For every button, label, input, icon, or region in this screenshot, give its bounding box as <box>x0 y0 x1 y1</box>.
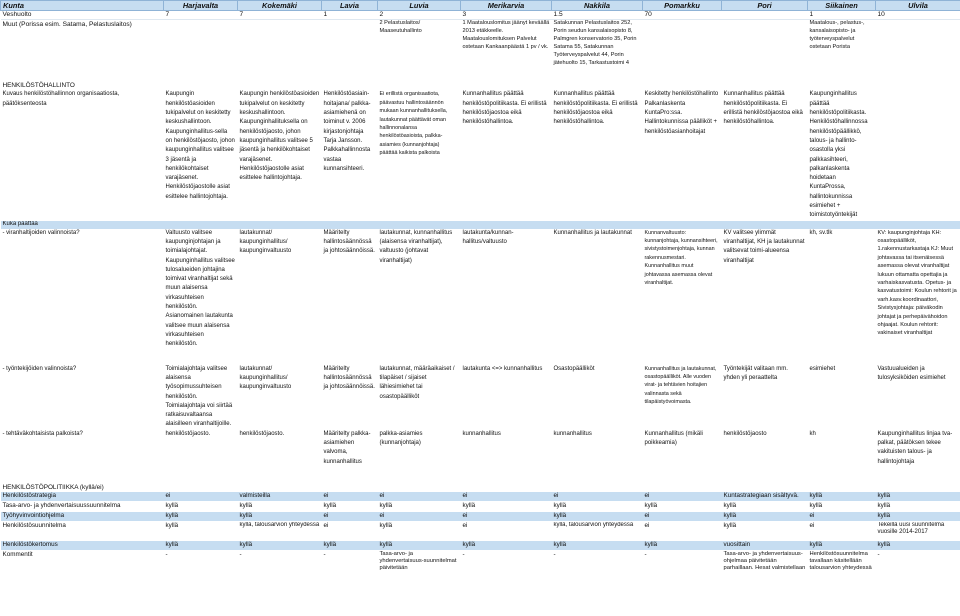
table-cell: kyllä <box>876 492 960 502</box>
table-cell: kyllä <box>808 501 876 511</box>
table-cell: 7 <box>164 11 238 20</box>
col-header: Lavia <box>322 1 378 11</box>
table-cell: ei <box>808 521 876 540</box>
table-cell: Satakunnan Pelastuslaitos 252, Porin seudun kansalaisopisto 8, Palmgren konservatorio 35, Porin Satama 55, Satakunnan Työterveyspalvelut 44, Porin jätehuolto 15, Tarkastustoimi 4 <box>553 20 637 66</box>
policy-row <box>1 540 960 550</box>
table-cell: - <box>164 550 238 591</box>
table-row-vesihuolto <box>1 11 960 20</box>
table-cell: Henkilöstösuunnitelma tavallaan käsitellään talousarvion yhteydessä <box>808 550 876 591</box>
table-cell: ei <box>322 492 378 502</box>
table-cell: palkka-asiamies (kunnanjohtaja) <box>379 430 423 447</box>
table-cell: Kunnanvaltuusto: kunnanjohtaja, kunnansihteeri, sivistystoimenjohtaja, kunnan rakennusmestari. Kunnanhallitus muut johtavassa asemassa olevat viranhaltijat. <box>644 229 718 286</box>
table-cell: kyllä <box>164 511 238 521</box>
table-cell: 3 <box>461 11 552 20</box>
table-cell: Määritelty palkka-asiamiehen valvoma, kunnanhallitus <box>323 430 371 465</box>
section-title: HENKILÖSTÖPOLITIIKKA (kyllä/ei) <box>2 483 104 491</box>
table-cell: Keskitetty henkilöstöhallinto Palkanlaskenta KuntaPro:ssa. Hallintokunnissa päälliköt + henkilöstöasianhoitajat <box>644 91 719 135</box>
table-cell: kyllä <box>164 540 238 550</box>
table-cell: kyllä <box>876 511 960 521</box>
table-cell: kyllä <box>378 540 461 550</box>
table-cell: kyllä <box>378 521 461 540</box>
table-cell: 1 <box>808 11 876 20</box>
section-title: HENKILÖSTÖHALLINTO <box>2 82 75 90</box>
table-cell: Maatalous-, pelastus-, kansalaisopisto- ja työterveyspalvelut ostetaan Porista <box>809 20 865 50</box>
table-cell: kh, sv.tlk <box>809 229 833 236</box>
table-cell: Kunnanhallitus ja lautakunnat, osastopäälliköt. Alle vuoden virat- ja tehtävien hoitajien valinnasta sekä tilapäistyövoimasta. <box>644 365 717 406</box>
table-cell: - <box>322 550 378 591</box>
table-cell: kyllä <box>722 521 808 540</box>
table-cell: kh <box>809 430 816 437</box>
table-cell: ei <box>378 492 461 502</box>
table-cell: Kaupungin henkilöstöasioiden tukipalvelut on keskitetty keskushallintoon. Kaupunginhallitus-sella on henkilöstöjaosto, johon kaupunginhallitus valitsee 3 jäsentä ja henkilökohtaiset varajäsenet. Henkilöstöjaostolle asiat esittelee hallintojohtaja. <box>165 91 235 200</box>
section-heading-row <box>1 76 960 90</box>
table-cell: Kuntastrategiaan sisältyvä. <box>722 492 808 502</box>
section-heading-row <box>1 480 960 492</box>
table-cell: vuosittain <box>722 540 808 550</box>
table-cell <box>164 20 238 77</box>
table-cell: - <box>461 550 552 591</box>
table-cell: kunnanhallitus <box>462 430 501 437</box>
table-cell: kyllä <box>808 540 876 550</box>
table-row-tyontekijat <box>1 365 960 430</box>
table-cell: kyllä <box>322 540 378 550</box>
table-cell: 7 <box>238 11 322 20</box>
table-cell: Ei erillistä organisaatiota, päävastuu hallintosäännön mukaan kunnanhallituksella, lautakunnat päättävät oman hallinnonalansa henkilöstöasioista, palkka-asiamies (kunnanjohtaja) päättää kaikista palkoista <box>379 91 448 157</box>
table-cell: henkilöstöjaosto. <box>165 430 211 437</box>
table-cell: Henkilöstöstrategia <box>1 492 164 502</box>
table-cell: - viranhaltijoiden valinnoista? <box>2 229 80 236</box>
policy-row <box>1 492 960 502</box>
table-cell: Kaupungin henkilöstöasioiden tukipalvelut on keskitetty keskushallintoon. Kaupunginhallituksella on henkilöstöjaosto, johon kaupunginhallitus valitsee 5 jäsentä ja henkilökohtaiset varajäsenet. Henkilöstöjaostolle asiat esittelee hallintojohtaja. <box>239 91 320 182</box>
table-cell: 1 Maatalouslomitus jäänyt keväällä 2013 etäkkeelle. Maatalouslomituksen Palvelut ostetaan Kankaanpäästä 1 pv / vk. <box>462 20 550 50</box>
table-cell: lautakunnat/ kaupunginhallitus/ kaupunginvaltuusto <box>239 229 292 255</box>
table-cell: 1 <box>322 11 378 20</box>
table-cell: henkilöstöjaosto <box>723 430 767 437</box>
col-header: Harjavalta <box>164 1 238 11</box>
table-cell: kyllä, talousarvion yhteydessä <box>552 521 643 540</box>
table-cell: - <box>552 550 643 591</box>
table-cell: Määritelty hallintosäännössä ja johtosäännöissä. <box>323 229 375 255</box>
table-cell: - tehtäväkohtaisista palkoista? <box>2 430 83 437</box>
table-cell: lautakunnat/ kaupunginhallitus/ kaupunginvaltuusto <box>239 365 292 391</box>
table-cell: valmisteilla <box>238 492 322 502</box>
table-cell: Kunnanhallitus (mikäli poikkeamia) <box>644 430 703 447</box>
table-cell: ei <box>552 492 643 502</box>
table-cell: ei <box>643 521 722 540</box>
table-cell: - <box>238 550 322 591</box>
table-cell: kyllä <box>164 521 238 540</box>
table-cell <box>722 11 808 20</box>
table-cell: Tasa-arvo- ja yhdenvertaisuussuunnitelma <box>1 501 164 511</box>
table-cell: KV valitsee ylimmät viranhaltijat, KH ja lautakunnat valitsevat toimi-alueensa viranhaltijat <box>723 229 805 264</box>
table-cell: kyllä <box>378 501 461 511</box>
policy-row <box>1 521 960 540</box>
table-cell <box>876 90 960 220</box>
table-row-tehtavakohtaiset <box>1 430 960 480</box>
table-cell: Kunnanhallitus päättää henkilöstöpolitiikasta. Ei erillistä henkilöstöjaostoa eikä henkilöstöhallintoa. <box>723 91 803 126</box>
table-cell: Tasa-arvo- ja yhdenvertaisuus-suunnitelmat päivitetään <box>378 550 461 591</box>
col-header: Siikainen <box>808 1 876 11</box>
table-cell: kyllä <box>643 540 722 550</box>
table-cell: kyllä <box>164 501 238 511</box>
table-cell <box>722 20 808 77</box>
col-header: Luvia <box>378 1 461 11</box>
table-cell: ei <box>461 511 552 521</box>
table-cell: lautakunnat, kunnanhallitus (alaisensa viranhaltijat), valtuusto (johtavat viranhaltijat) <box>379 229 453 264</box>
table-cell: ei <box>322 511 378 521</box>
table-cell: Kunnanhallitus päättää henkilöstöpolitiikasta. Ei erillistä henkilöstöjaostoa eikä henkilöstöhallintoa. <box>553 91 638 126</box>
table-cell: Kuvaus henkilöstöhallinnon organisaatiosta, päätöksenteosta <box>2 91 120 107</box>
table-cell: kyllä <box>552 511 643 521</box>
table-cell: kunnanhallitus <box>553 430 592 437</box>
table-cell: kyllä, talousarvion yhteydessä <box>238 521 322 540</box>
col-header: Ulvila <box>876 1 960 11</box>
table-cell: lautakunta <=> kunnanhallitus <box>462 365 543 372</box>
table-cell: henkilöstöjaosto. <box>239 430 285 437</box>
table-cell: kyllä <box>876 540 960 550</box>
table-cell: kyllä <box>808 492 876 502</box>
table-cell <box>643 20 722 77</box>
table-cell: Kaupunginhallitus päättää henkilöstöpolitiikasta. Henkilöstöhallinnossa henkilöstöpäällikkö, talous- ja hallinto-osastolla yksi palkkasihteeri, palkanlaskenta hoidetaan KuntaProssa, hallintokunnissa esimiehet + toimistotyöntekijät <box>809 91 868 219</box>
table-cell: kyllä <box>552 540 643 550</box>
table-cell: Kunnanhallitus ja lautakunnat <box>553 229 632 236</box>
table-cell: Veshuolto <box>1 11 164 20</box>
table-cell: - <box>876 550 960 591</box>
col-header: Pori <box>722 1 808 11</box>
table-cell: Henkilöstösuunnitelma <box>1 521 164 540</box>
table-row-viranhaltijat <box>1 229 960 365</box>
table-cell: Valtuusto valitsee kaupunginjohtajan ja toimialajohtajat. Kaupunginhallitus valitsee tulosalueiden johtajina toimivat viranhaltijat sekä muun alaisensa virkasuhteisen henkilöstön. Asianomainen lautakunta valitsee muun alaisensa virkasuhteisen henkilöstön. <box>165 229 235 348</box>
table-cell: kyllä <box>552 501 643 511</box>
col-header: Merikarvia <box>461 1 552 11</box>
table-cell: kyllä <box>876 501 960 511</box>
table-cell: Vastuualueiden ja tulosyksiköiden esimiehet <box>877 365 946 381</box>
table-cell: ei <box>643 492 722 502</box>
table-cell: Työntekijät valitaan mm. yhden yli pe​raattelta <box>723 365 788 381</box>
policy-row <box>1 511 960 521</box>
table-cell: 2 Pelastuslaitos/ Maaseutuhallinto <box>379 20 422 35</box>
table-cell: Henkilöstökertomus <box>1 540 164 550</box>
table-cell: 70 <box>643 11 722 20</box>
subheading: Kuka päättää <box>1 221 960 229</box>
table-cell: kyllä <box>722 511 808 521</box>
table-cell: ei <box>461 521 552 540</box>
col-header: Nakkila <box>552 1 643 11</box>
table-cell: Henkilöstöasiain-hoitajana/ palkka-asiamiehenä on toiminut v. 2006 kirjastonjohtaja Tarja Jansson. Palkkahallinnosta vastaa kunnansihteeri. <box>323 91 371 172</box>
table-cell: KV: kaupunginjohtaja KH: osastopäälliköt, 1.rakennustarkastaja KJ: Muut johtavassa tai itsenäisessä asemassa olevat viranhaltijat lukuun ottamatta opettajia ja varhaiskasvatusta. Opetus- ja kasvatustoimi: Koulun rehtorit ja varh.kasv.koordinaattori, Sivistysjohtaja: päiväkodin johtajat ja perhepäivähoidon ohjaajat. Koulun rehtorit: vakinaiset viranhaltijat <box>877 229 957 337</box>
table-cell <box>322 20 378 77</box>
table-cell: Tekeillä uusi suunnitelma vuosille 2014-2017 <box>876 521 960 540</box>
table-cell: kyllä <box>322 501 378 511</box>
table-cell <box>238 20 322 77</box>
col-header: Kokemäki <box>238 1 322 11</box>
table-cell: ei <box>378 511 461 521</box>
table-row-kuvaus <box>1 90 960 220</box>
table-cell: Muut (Porissa esim. Satama, Pelastuslaitos) <box>2 21 132 29</box>
header-row <box>1 1 960 11</box>
table-cell: lautakunnat, määräaikaiset / tilapäiset / sijaiset lähiesimiehet tai osastopäälliköt <box>379 365 455 400</box>
policy-row <box>1 550 960 591</box>
table-cell: kyllä <box>238 501 322 511</box>
table-cell: 10 <box>876 11 960 20</box>
table-cell: Toimialajohtaja valitsee alaisensa työsopimussuhteisen henkilöstön. Toimialajohtaja voi siirtää ratkaisuvaltaansa alaisilleen viranhaltijoille. <box>165 365 233 428</box>
table-cell: esimiehet <box>809 365 836 372</box>
policy-row <box>1 501 960 511</box>
table-cell: Kaupunginhallitus linjaa tva-palkat, päätöksen tekee vakituisten talous- ja hallintojohtaja <box>877 430 953 465</box>
table-cell: ei <box>461 492 552 502</box>
table-cell <box>876 20 960 77</box>
table-cell: Kommentit <box>1 550 164 591</box>
table-cell: Määritelty hallintosäännössä ja johtosäännöissä. <box>323 365 375 391</box>
table-cell: Osastopäälliköt <box>553 365 595 372</box>
col-header: Kunta <box>1 1 164 11</box>
col-header: Pomarkku <box>643 1 722 11</box>
table-row-muut <box>1 20 960 77</box>
table-cell: kyllä <box>643 501 722 511</box>
table-cell: ei <box>808 511 876 521</box>
table-cell: kyllä <box>461 540 552 550</box>
table-cell: kyllä <box>722 501 808 511</box>
table-cell: 2 <box>378 11 461 20</box>
table-cell: Tasa-arvo- ja yhdenvertaisuus-ohjelmaa päivitetään parhaillaan. Hesat valmistellaan <box>722 550 808 591</box>
table-cell: ei <box>322 521 378 540</box>
table-cell: ei <box>164 492 238 502</box>
table-cell: ei <box>643 511 722 521</box>
table-cell: kyllä <box>238 540 322 550</box>
table-cell: Kunnanhallitus päättää henkilöstöpolitiikasta. Ei erillistä henkilöstöjaostoa eikä henkilöstöhallintoa. <box>462 91 547 126</box>
table-cell: - työntekijöiden valinnoista? <box>2 365 77 372</box>
table-cell: kyllä <box>461 501 552 511</box>
table-cell: Työhyvinvointiohjelma <box>1 511 164 521</box>
table-cell: kyllä <box>238 511 322 521</box>
table-cell: 1.5 <box>552 11 643 20</box>
table-cell: - <box>643 550 722 591</box>
table-cell: lautakunta/kunnan-hallitus/valtuusto <box>462 229 514 245</box>
subheading-row <box>1 221 960 229</box>
